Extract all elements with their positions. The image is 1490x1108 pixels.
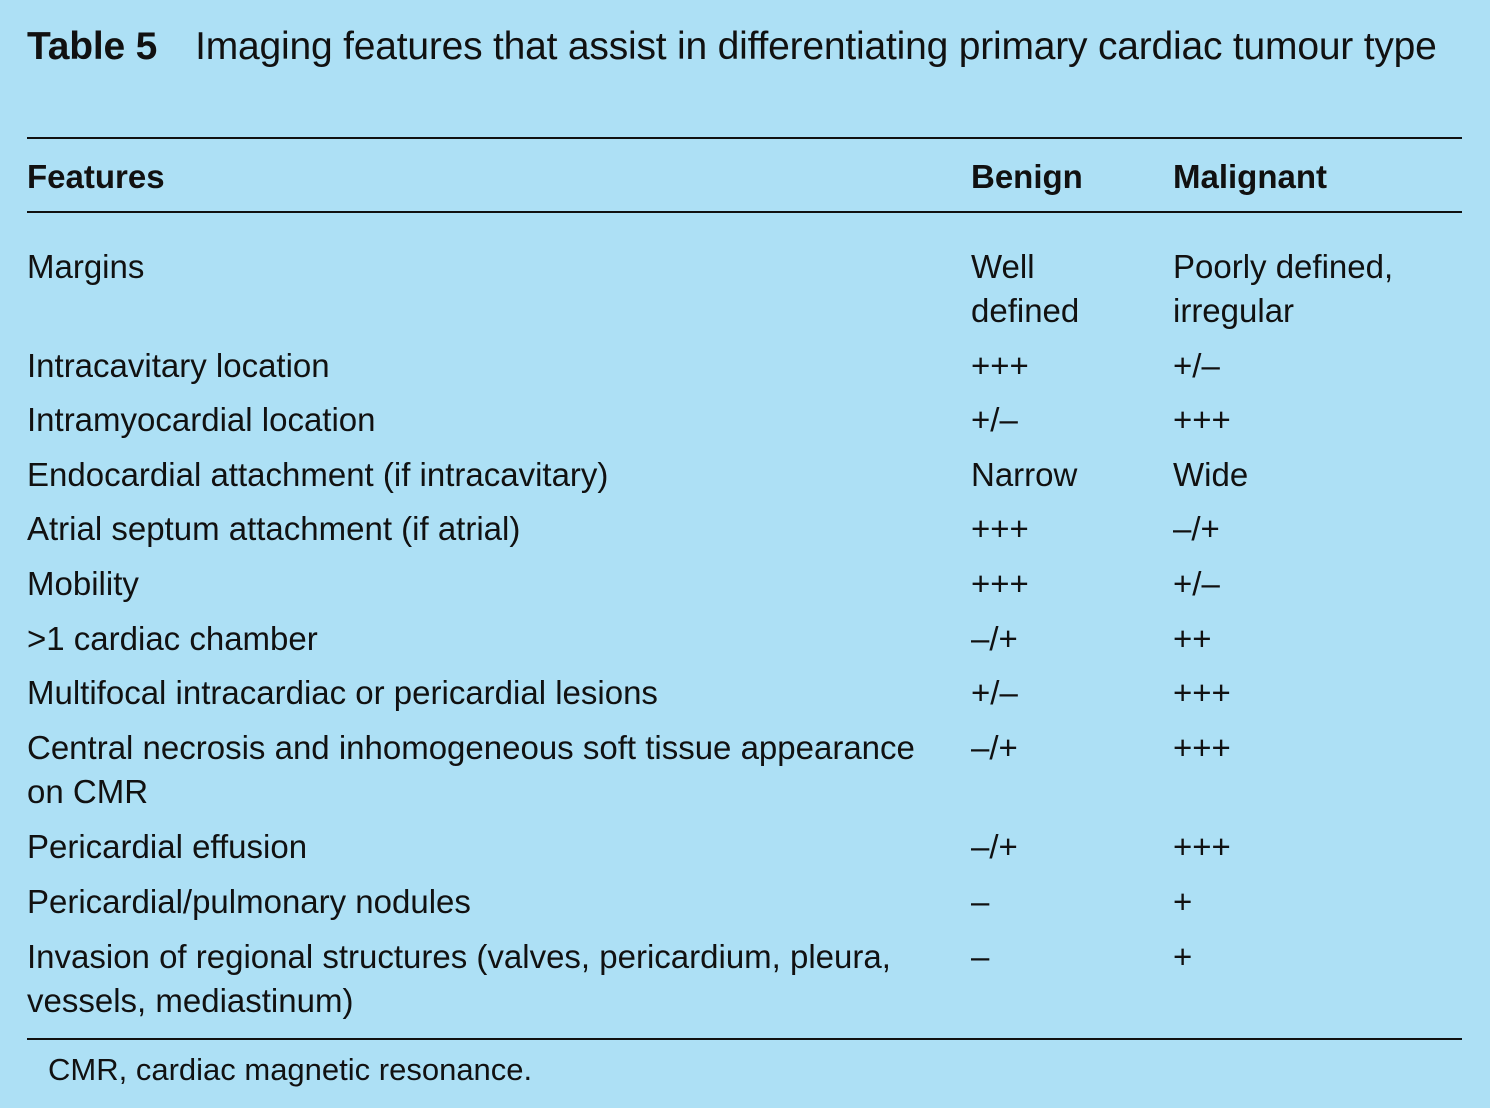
benign-cell: +++ bbox=[971, 565, 1029, 602]
header-rule bbox=[27, 211, 1462, 213]
malignant-cell: + bbox=[1173, 938, 1193, 975]
benign-cell: – bbox=[971, 938, 990, 975]
malignant-cell: +++ bbox=[1173, 674, 1231, 711]
malignant-cell: +/– bbox=[1173, 347, 1220, 384]
feature-cell: Margins bbox=[27, 248, 145, 285]
feature-cell: Pericardial effusion bbox=[27, 828, 308, 865]
benign-cell: – bbox=[971, 883, 990, 920]
feature-cell: Intramyocardial location bbox=[27, 401, 376, 438]
feature-cell: Central necrosis and inhomogeneous soft tissue appearance on CMR bbox=[27, 729, 915, 810]
malignant-cell: –/+ bbox=[1173, 510, 1220, 547]
header-benign: Benign bbox=[971, 158, 1083, 195]
feature-cell: Intracavitary location bbox=[27, 347, 330, 384]
benign-cell: +/– bbox=[971, 674, 1018, 711]
benign-cell: +++ bbox=[971, 347, 1029, 384]
benign-cell: Well defined bbox=[971, 248, 1080, 329]
header-features: Features bbox=[27, 158, 165, 195]
header-malignant: Malignant bbox=[1173, 158, 1327, 195]
malignant-cell: +/– bbox=[1173, 565, 1220, 602]
feature-cell: Atrial septum attachment (if atrial) bbox=[27, 510, 521, 547]
feature-cell: Pericardial/pulmonary nodules bbox=[27, 883, 471, 920]
malignant-cell: ++ bbox=[1173, 620, 1212, 657]
table-footnote: CMR, cardiac magnetic resonance. bbox=[48, 1052, 533, 1087]
benign-cell: –/+ bbox=[971, 828, 1018, 865]
malignant-cell: +++ bbox=[1173, 401, 1231, 438]
malignant-cell: Wide bbox=[1173, 456, 1249, 493]
table-caption bbox=[27, 20, 1447, 74]
malignant-cell: +++ bbox=[1173, 729, 1231, 766]
benign-cell: –/+ bbox=[971, 620, 1018, 657]
malignant-cell: +++ bbox=[1173, 828, 1231, 865]
malignant-cell: + bbox=[1173, 883, 1193, 920]
feature-cell: Multifocal intracardiac or pericardial lesions bbox=[27, 674, 658, 711]
table-title: Imaging features that assist in differentiating primary cardiac tumour type bbox=[195, 25, 1437, 68]
benign-cell: Narrow bbox=[971, 456, 1078, 493]
top-rule bbox=[27, 137, 1462, 139]
bottom-rule bbox=[27, 1038, 1462, 1040]
feature-cell: >1 cardiac chamber bbox=[27, 620, 318, 657]
benign-cell: +/– bbox=[971, 401, 1018, 438]
feature-cell: Mobility bbox=[27, 565, 139, 602]
malignant-cell: Poorly defined, irregular bbox=[1173, 248, 1394, 329]
benign-cell: +++ bbox=[971, 510, 1029, 547]
feature-cell: Endocardial attachment (if intracavitary) bbox=[27, 456, 609, 493]
table-number: Table 5 bbox=[27, 25, 158, 68]
benign-cell: –/+ bbox=[971, 729, 1018, 766]
feature-cell: Invasion of regional structures (valves, pericardium, pleura, vessels, mediastinum) bbox=[27, 938, 891, 1019]
